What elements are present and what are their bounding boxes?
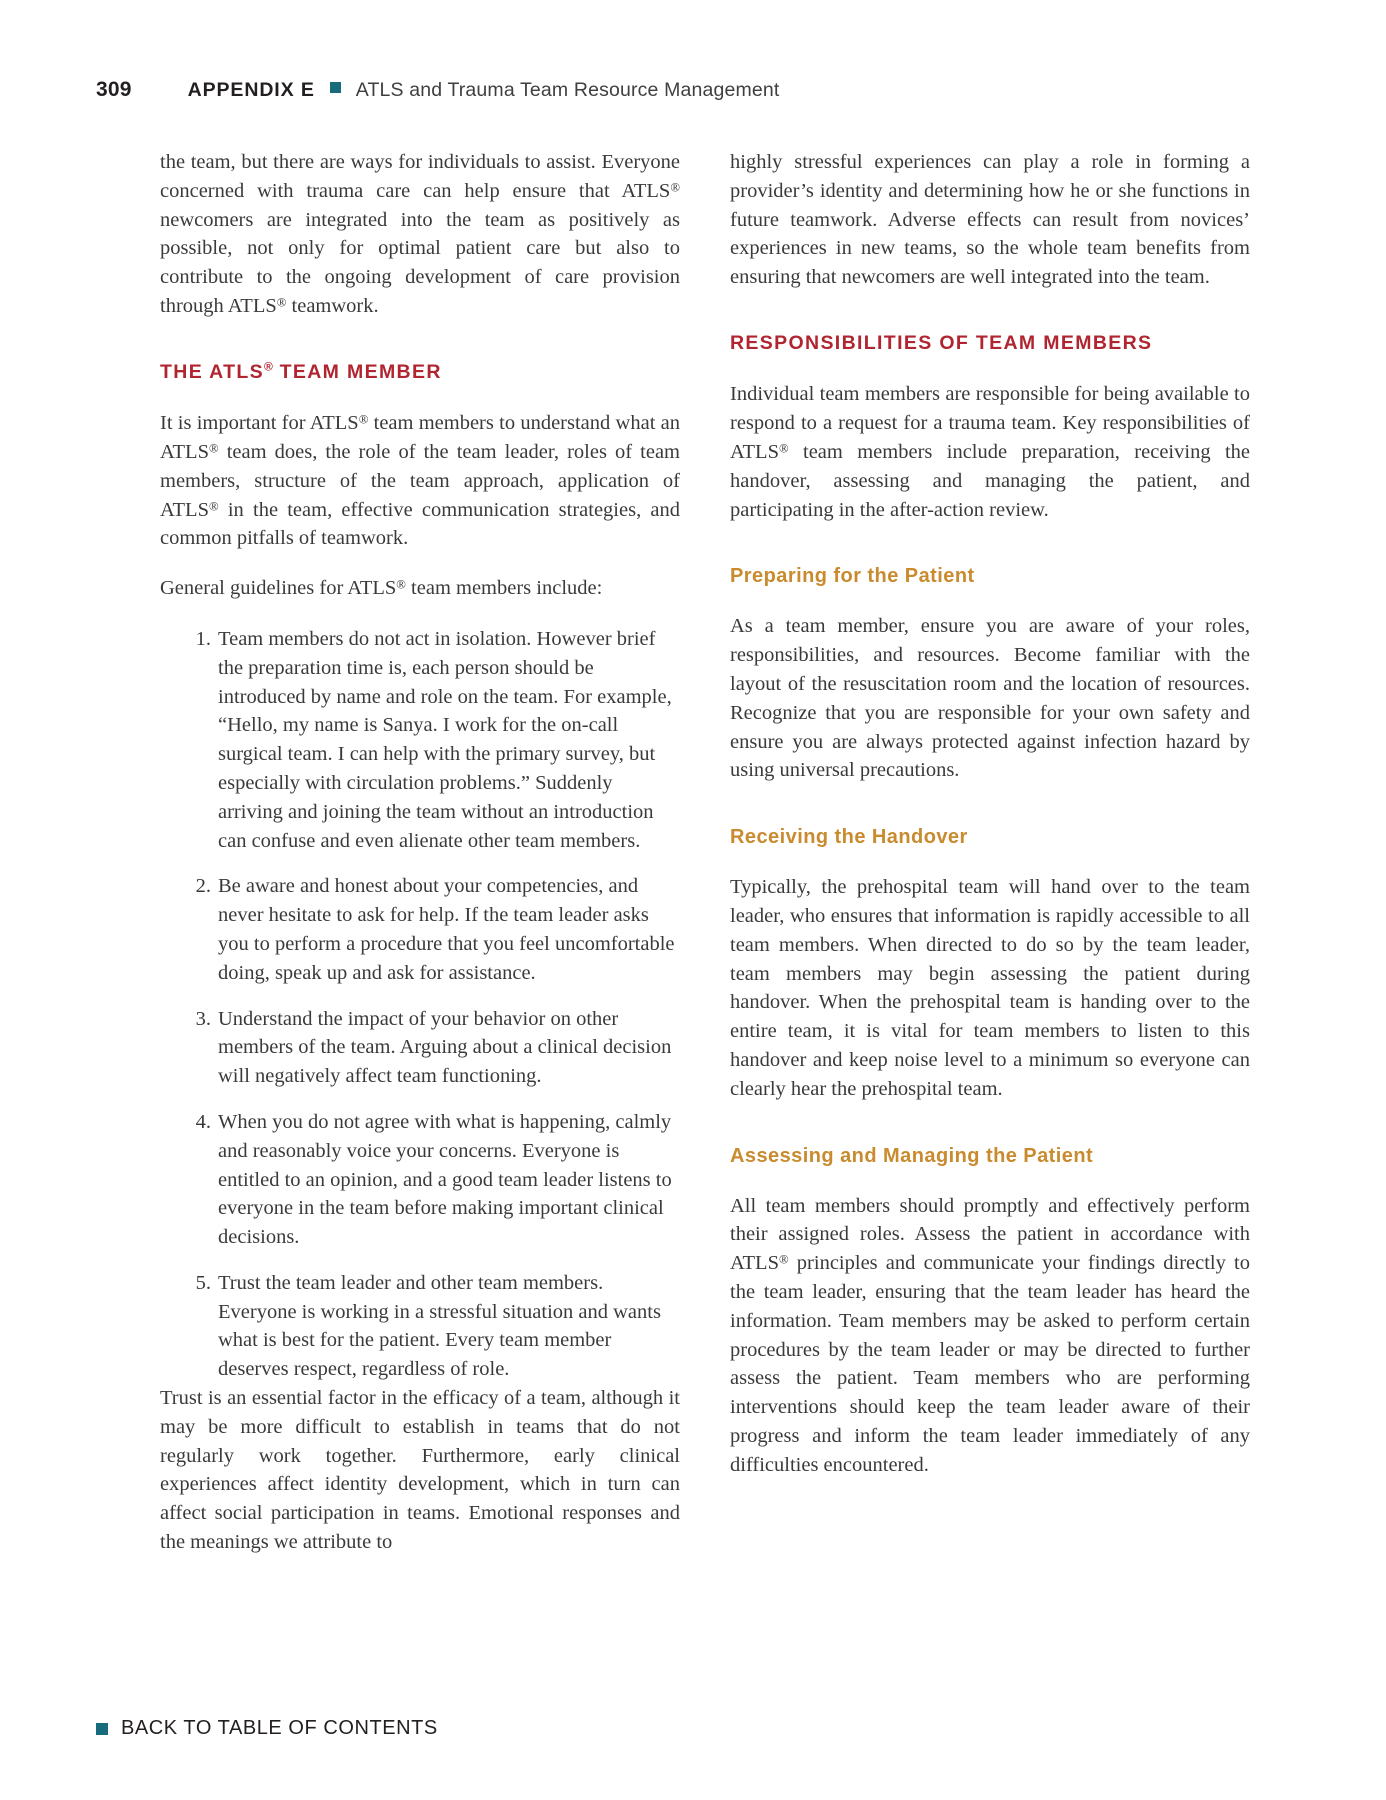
registered-trademark-icon: ® [208,441,219,456]
list-item: Team members do not act in isolation. However brief the preparation time is, each person should be introduced by name and role on the team. For example, “Hello, my name is Sanya. I work for the on-call surgical team. I can help with the primary survey, but especially with circulation problems.” Suddenly arriving and joining the team without an introduction can confuse and even alienate other team members. [218,627,672,852]
appendix-label: APPENDIX E [187,79,315,101]
guidelines-list [160,625,680,1384]
section-heading-responsibilities: RESPONSIBILITIES OF TEAM MEMBERS [730,331,1153,354]
right-column [730,148,1250,1479]
square-bullet-icon [96,1723,108,1735]
registered-trademark-icon: ® [276,295,287,310]
running-head [96,78,779,102]
registered-trademark-icon: ® [778,441,789,456]
list-item: When you do not agree with what is happening, calmly and reasonably voice your concerns. Everyone is entitled to an opinion, and a good team leader listens to everyone in the team before making important clinical decisions. [218,1110,672,1249]
right-body-preparing: As a team member, ensure you are aware of your roles, responsibilities, and resources. Become familiar with the layout of the resuscitation room and the location of resources. Recognize that you are responsible for your own safety and ensure you are always protected against infection hazard by using universal precautions. [730,615,1250,782]
right-body-assessing: All team members should promptly and effectively perform their assigned roles. Assess the patient in accordance with ATLS® principles and communicate your findings directly to the team leader, ensuring that the team leader has heard the information. Team members may be asked to perform certain procedures by the team leader or may be directed to further assess the patient. Team members who are performing interventions should keep the team leader aware of their progress and inform the team leader immediately of any difficulties encountered. [730,1194,1250,1476]
registered-trademark-icon: ® [358,412,369,427]
section-heading-team-member: THE ATLS® TEAM MEMBER [160,359,442,383]
right-continued-paragraph: highly stressful experiences can play a role in forming a provider’s identity and determining how he or she functions in future teamwork. Adverse effects can result from novices’ experiences in new teams, so the whole team benefits from ensuring that newcomers are well integrated into the team. [730,151,1250,289]
right-intro-paragraph: Individual team members are responsible for being available to respond to a request for a trauma team. Key responsibilities of ATLS® team members include preparation, receiving the handover, assessing and managing the patient, and participating in the after-action review. [730,383,1250,521]
running-head-title: ATLS and Trauma Team Resource Management [355,79,780,101]
registered-trademark-icon: ® [396,577,406,592]
list-item: Trust the team leader and other team members. Everyone is working in a stressful situation and wants what is best for the patient. Every team member deserves respect, regardless of role. [218,1271,661,1381]
square-bullet-icon [330,82,341,93]
left-continued-paragraph: the team, but there are ways for individuals to assist. Everyone concerned with trauma care can help ensure that ATLS® newcomers are integrated into the team as positively as possible, not only for optimal patient care but also to contribute to the ongoing development of care provision through ATLS® teamwork. [160,151,680,317]
right-body-handover: Typically, the prehospital team will hand over to the team leader, who ensures that information is rapidly accessible to all team members. When directed to do so by the team leader, team members may begin assessing the patient during handover. When the prehospital team is handing over to the entire team, it is vital for team members to listen to this handover and keep noise level to a minimum so everyone can clearly hear the prehospital team. [730,876,1250,1100]
registered-trademark-icon: ® [263,359,273,374]
list-item: Be aware and honest about your competencies, and never hesitate to ask for help. If the team leader asks you to perform a procedure that you feel uncomfortable doing, speak up and ask for assistance. [218,875,675,984]
back-to-toc-label: BACK TO TABLE OF CONTENTS [121,1717,438,1739]
registered-trademark-icon: ® [778,1252,789,1267]
left-closing-paragraph: Trust is an essential factor in the efficacy of a team, although it may be more difficult to establish in teams that do not regularly work together. Furthermore, early clinical experiences affect identity development, which in turn can affect social participation in teams. Emotional responses and the meanings we attribute to [160,1387,680,1554]
list-item: Understand the impact of your behavior on other members of the team. Arguing about a clinical decision will negatively affect team functioning. [218,1007,672,1088]
left-paragraph-2: General guidelines for ATLS® team members include: [160,577,603,600]
sub-heading-assessing: Assessing and Managing the Patient [730,1144,1094,1167]
left-paragraph-1: It is important for ATLS® team members to understand what an ATLS® team does, the role of the team leader, roles of team members, structure of the team approach, application of ATLS® in the team, effective communication strategies, and common pitfalls of teamwork. [160,412,680,550]
page-number: 309 [96,78,132,101]
sub-heading-handover: Receiving the Handover [730,826,968,849]
registered-trademark-icon: ® [208,499,219,514]
back-to-toc-link[interactable] [96,1717,438,1740]
left-column [160,148,680,1557]
sub-heading-preparing: Preparing for the Patient [730,565,975,588]
registered-trademark-icon: ® [670,180,680,195]
